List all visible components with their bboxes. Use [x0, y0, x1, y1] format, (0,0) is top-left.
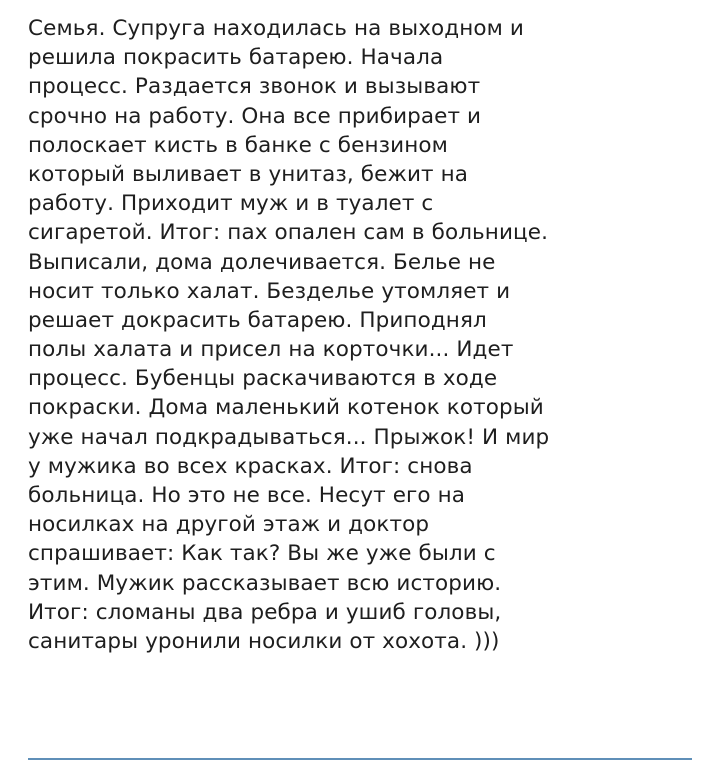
story-line-11: решает докрасить батарею. Приподнял — [28, 307, 487, 333]
story-text — [28, 14, 698, 656]
story-line-7: работу. Приходит муж и в туалет с — [28, 191, 434, 217]
story-line-10: носит только халат. Безделье утомляет и — [28, 278, 511, 304]
story-line-2: решила покрасить батарею. Начала — [28, 45, 444, 71]
story-line-18: носилках на другой этаж и доктор — [28, 512, 430, 538]
story-line-13: процесс. Бубенцы раскачиваются в ходе — [28, 366, 498, 392]
story-line-5: полоскает кисть в банке с бензином — [28, 132, 448, 158]
story-line-8: сигаретой. Итог: пах опален сам в больнице. — [28, 220, 549, 246]
bottom-divider — [28, 758, 692, 760]
story-line-6: который выливает в унитаз, бежит на — [28, 161, 469, 187]
story-line-1: Семья. Супруга находилась на выходном и — [28, 16, 524, 41]
story-line-15: уже начал подкрадываться... Прыжок! И мир — [28, 424, 550, 450]
story-line-19: спрашивает: Как так? Вы же уже были с — [28, 541, 496, 567]
story-line-22: санитары уронили носилки от хохота. ))) — [28, 628, 500, 654]
story-line-3: процесс. Раздается звонок и вызывают — [28, 74, 481, 100]
story-line-4: срочно на работу. Она все прибирает и — [28, 103, 482, 129]
story-line-9: Выписали, дома долечивается. Белье не — [28, 249, 496, 275]
story-line-21: Итог: сломаны два ребра и ушиб головы, — [28, 599, 502, 625]
story-line-17: больница. Но это не все. Несут его на — [28, 483, 466, 508]
story-line-16: у мужика во всех красках. Итог: снова — [28, 453, 473, 479]
story-line-12: полы халата и присел на корточки... Идет — [28, 337, 514, 363]
story-line-14: покраски. Дома маленький котенок который — [28, 395, 544, 421]
story-line-20: этим. Мужик рассказывает всю историю. — [28, 570, 502, 596]
